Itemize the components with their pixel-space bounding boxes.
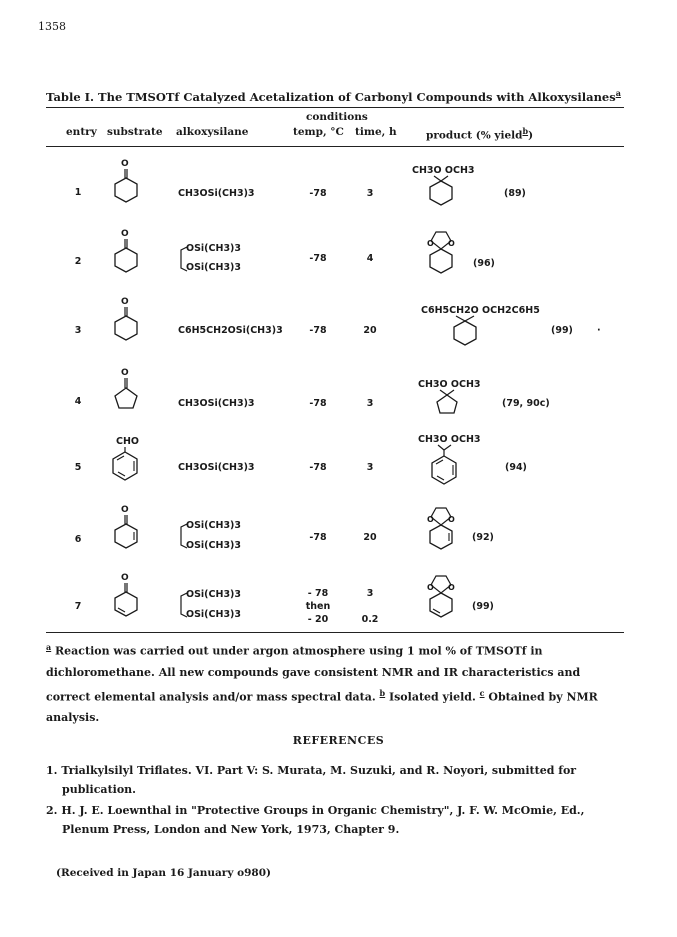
table-top-rule bbox=[46, 107, 624, 108]
reference-2-line1: 2. H. J. E. Loewnthal in "Protective Groups in Organic Chemistry", J. F. W. McOmie, Ed., bbox=[46, 804, 585, 817]
svg-text:O: O bbox=[427, 515, 434, 524]
row3-alkoxysilane: C6H5CH2OSi(CH3)3 bbox=[178, 325, 283, 336]
row6-substrate-cyclohexenone bbox=[113, 504, 153, 554]
row6-temp: -78 bbox=[309, 532, 327, 543]
svg-text:O: O bbox=[448, 239, 455, 248]
svg-text:O: O bbox=[121, 368, 129, 378]
row5-alkoxysilane: CH3OSi(CH3)3 bbox=[178, 462, 255, 473]
row1-substrate-cyclohexanone bbox=[113, 158, 153, 208]
table-footnotes bbox=[46, 637, 626, 728]
row2-entry: 2 bbox=[74, 256, 82, 267]
row4-yield: (79, 90c) bbox=[502, 398, 550, 409]
row7-alkoxysilane-line1: OSi(CH3)3 bbox=[186, 589, 242, 600]
row1-alkoxysilane: CH3OSi(CH3)3 bbox=[178, 188, 255, 199]
row7-substrate-cyclohexenone bbox=[113, 572, 153, 622]
row1-product-label: CH3O OCH3 bbox=[412, 165, 475, 176]
row2-substrate-cyclohexanone bbox=[113, 228, 153, 278]
row1-temp: -78 bbox=[309, 188, 327, 199]
row4-alkoxysilane: CH3OSi(CH3)3 bbox=[178, 398, 255, 409]
footnote-c-mark: c bbox=[479, 687, 485, 698]
row7-time-line2: 0.2 bbox=[361, 614, 379, 625]
row4-substrate-cyclopentanone bbox=[113, 367, 153, 417]
table-caption-footnote-mark: a bbox=[615, 88, 621, 98]
reference-1-line1: 1. Trialkylsilyl Triflates. VI. Part V: S. Murata, M. Suzuki, and R. Noyori, submitted for bbox=[46, 764, 577, 777]
row2-time: 4 bbox=[366, 253, 374, 264]
stray-mark: · bbox=[597, 325, 601, 336]
row6-alkoxysilane-line1: OSi(CH3)3 bbox=[186, 520, 242, 531]
row5-time: 3 bbox=[366, 462, 374, 473]
svg-text:O: O bbox=[121, 229, 129, 239]
row1-entry: 1 bbox=[74, 187, 82, 198]
row5-entry: 5 bbox=[74, 462, 82, 473]
footnote-c-text: Obtained by NMR analysis. bbox=[46, 690, 598, 725]
svg-text:O: O bbox=[121, 505, 129, 515]
row7-yield: (99) bbox=[472, 601, 494, 612]
reference-2 bbox=[46, 801, 636, 839]
header-product-footnote-mark: b bbox=[522, 126, 529, 136]
row5-product-dimethyl-acetal bbox=[430, 445, 470, 489]
row7-temp-line3: - 20 bbox=[307, 614, 329, 625]
row3-yield: (99) bbox=[551, 325, 573, 336]
row6-yield: (92) bbox=[472, 532, 494, 543]
row7-time-line1: 3 bbox=[366, 588, 374, 599]
row2-yield: (96) bbox=[473, 258, 495, 269]
row7-product-ethylene-ketal bbox=[426, 573, 460, 627]
footnote-a-text: Reaction was carried out under argon atmosphere using 1 mol % of TMSOTf in dichloromethane. All new compounds gave consistent NMR and IR characteristics and correct elemental analysis and/or mass spectral data. bbox=[46, 644, 581, 704]
header-temp: temp, °C bbox=[293, 126, 344, 138]
footnote-a-mark: a bbox=[46, 642, 52, 652]
table-caption bbox=[46, 88, 621, 104]
row3-temp: -78 bbox=[309, 325, 327, 336]
reference-1 bbox=[46, 761, 636, 799]
row7-temp-line1: - 78 bbox=[307, 588, 329, 599]
row3-time: 20 bbox=[363, 325, 377, 336]
row5-yield: (94) bbox=[505, 462, 527, 473]
row6-alkoxysilane-line2: OSi(CH3)3 bbox=[186, 540, 242, 551]
svg-text:O: O bbox=[121, 573, 129, 583]
table-caption-text: Table I. The TMSOTf Catalyzed Acetalization of Carbonyl Compounds with Alkoxysilanes bbox=[46, 89, 616, 104]
header-product-text: product (% yield bbox=[426, 129, 523, 142]
row6-time: 20 bbox=[363, 532, 377, 543]
header-time: time, h bbox=[355, 126, 397, 138]
row4-entry: 4 bbox=[74, 396, 82, 407]
footnote-b-text: Isolated yield. bbox=[385, 690, 480, 704]
row7-temp-line2: then bbox=[305, 601, 331, 612]
header-product bbox=[426, 126, 533, 142]
row5-product-label: CH3O OCH3 bbox=[418, 434, 481, 445]
row1-product-dimethyl-acetal bbox=[428, 176, 478, 210]
footnote-b-mark: b bbox=[379, 687, 386, 698]
header-product-close: ) bbox=[528, 129, 534, 142]
reference-2-line2: Plenum Press, London and New York, 1973, Chapter 9. bbox=[62, 823, 400, 836]
row2-temp: -78 bbox=[309, 253, 327, 264]
received-date: (Received in Japan 16 January o980) bbox=[56, 867, 271, 879]
header-substrate: substrate bbox=[107, 126, 163, 138]
row4-product-dimethyl-acetal bbox=[434, 390, 484, 420]
svg-text:O: O bbox=[427, 239, 434, 248]
header-alkoxysilane: alkoxysilane bbox=[176, 126, 249, 138]
svg-text:O: O bbox=[121, 297, 129, 307]
header-entry: entry bbox=[66, 126, 97, 138]
row4-temp: -78 bbox=[309, 398, 327, 409]
row7-alkoxysilane-line2: OSi(CH3)3 bbox=[186, 609, 242, 620]
svg-text:O: O bbox=[448, 515, 455, 524]
row1-yield: (89) bbox=[504, 188, 526, 199]
header-conditions: conditions bbox=[306, 111, 368, 123]
row6-product-ethylene-ketal bbox=[426, 505, 460, 559]
row3-product-label: C6H5CH2O OCH2C6H5 bbox=[421, 305, 540, 316]
page-number: 1358 bbox=[38, 20, 66, 33]
row7-entry: 7 bbox=[74, 601, 82, 612]
reference-1-line2: publication. bbox=[62, 783, 136, 796]
row5-substrate-label: CHO bbox=[116, 436, 139, 447]
row4-product-label: CH3O OCH3 bbox=[418, 379, 481, 390]
row2-product-ethylene-ketal bbox=[426, 229, 460, 283]
row4-time: 3 bbox=[366, 398, 374, 409]
row2-alkoxysilane-line2: OSi(CH3)3 bbox=[186, 262, 242, 273]
row1-time: 3 bbox=[366, 188, 374, 199]
row2-alkoxysilane-line1: OSi(CH3)3 bbox=[186, 243, 242, 254]
svg-text:O: O bbox=[427, 583, 434, 592]
table-bottom-rule bbox=[46, 632, 624, 633]
svg-text:O: O bbox=[448, 583, 455, 592]
row6-entry: 6 bbox=[74, 534, 82, 545]
row5-temp: -78 bbox=[309, 462, 327, 473]
row5-substrate-benzaldehyde bbox=[112, 447, 152, 487]
row3-entry: 3 bbox=[74, 325, 82, 336]
row3-product-dibenzyl-acetal bbox=[452, 316, 502, 350]
svg-text:O: O bbox=[121, 159, 129, 169]
references-heading: REFERENCES bbox=[292, 734, 385, 747]
row3-substrate-cyclohexanone bbox=[113, 296, 153, 346]
table-header-rule bbox=[46, 146, 624, 147]
